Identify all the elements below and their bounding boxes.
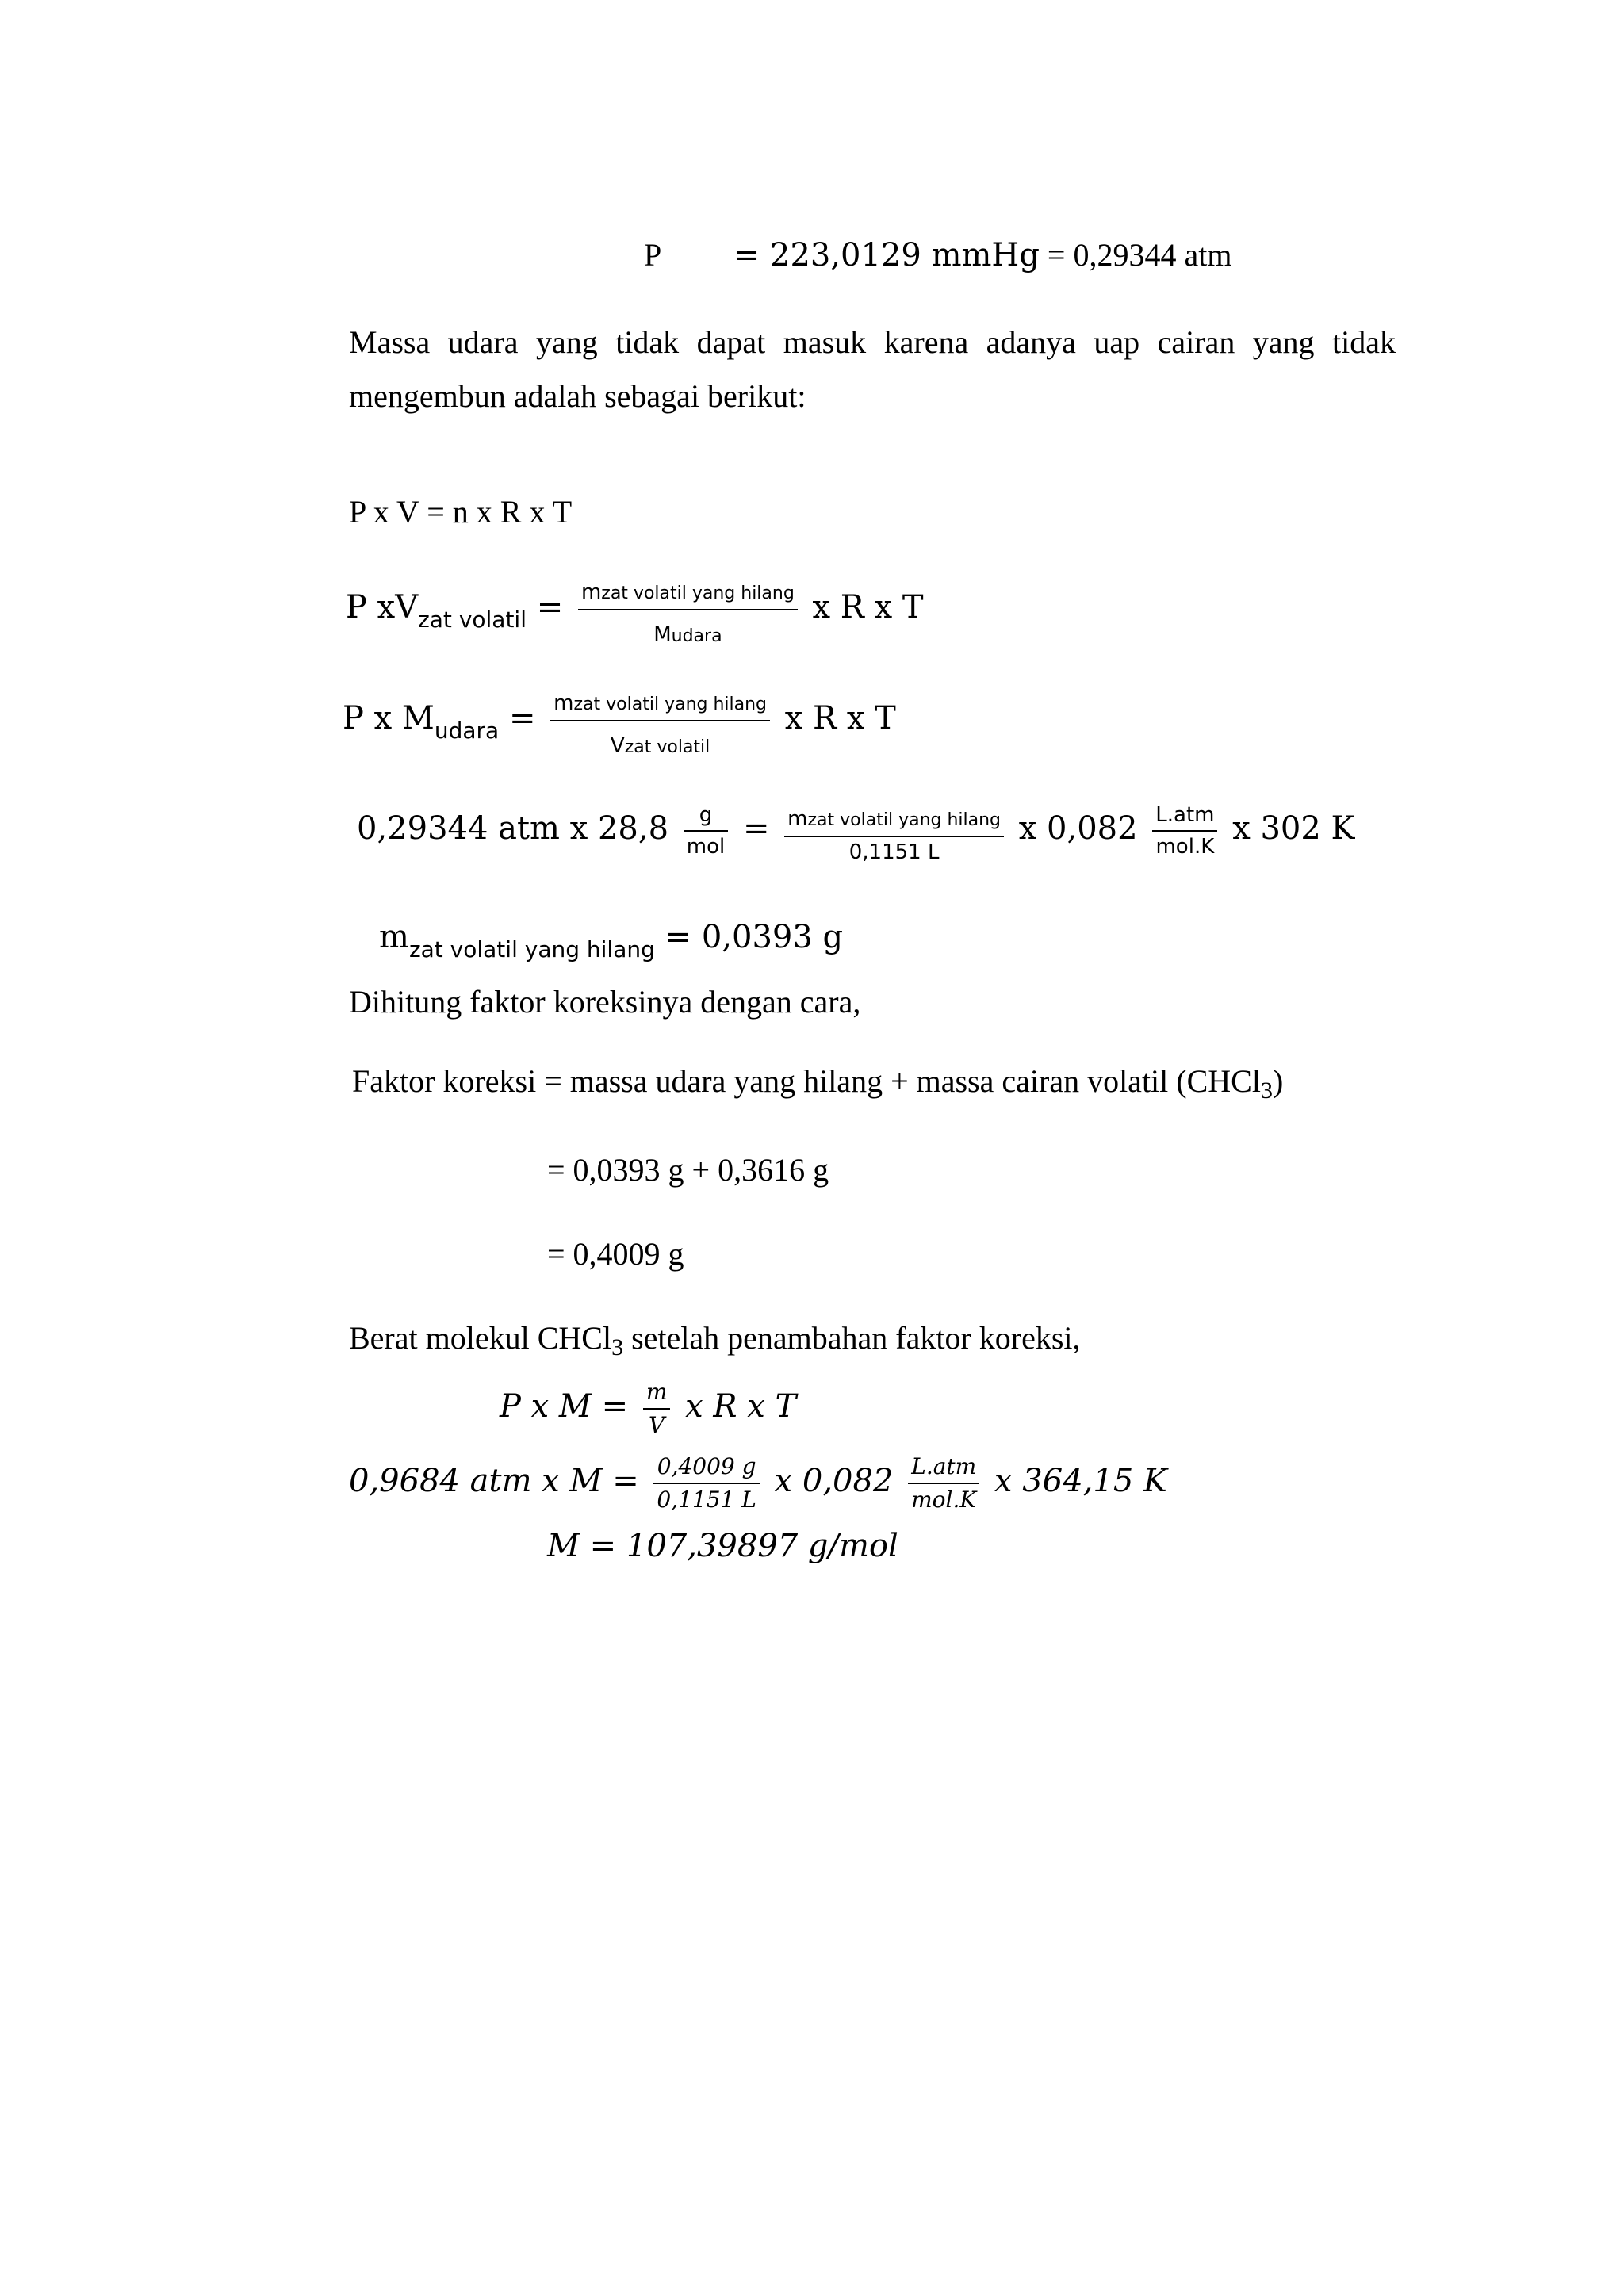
eq7-lhs: 0,9684 atm x M = [349, 1463, 639, 1499]
pressure-mmhg: = 223,0129 mmHg [733, 237, 1040, 274]
eq7-fraction-mass: $\frac{0,4009 g}{0,1151 L}$ [653, 1456, 759, 1511]
eq6-fraction: $\frac{m}{V}$ [643, 1381, 671, 1437]
eq7-fraction-units: $\frac{\text{L.atm}}{\text{mol.K}}$ [908, 1456, 979, 1511]
eq2-equals: = [536, 589, 564, 626]
eq4-r-constant: x 0,082 [1018, 810, 1138, 847]
pressure-label: P [644, 237, 661, 273]
equation-volume [346, 572, 924, 647]
eq2-lhs-sub: zat volatil [418, 607, 527, 633]
ideal-gas-equation: P x V = n x R x T [349, 494, 573, 530]
paragraph-correction: Dihitung faktor koreksinya dengan cara, [349, 984, 861, 1020]
eq5-m: m [379, 919, 409, 955]
equation-final-substitution [349, 1453, 1167, 1513]
pressure-atm: = 0,29344 atm [1047, 237, 1232, 273]
correction-sum-line: = 0,0393 g + 0,3616 g [547, 1152, 829, 1188]
eq6-lhs: P x M = [500, 1388, 629, 1425]
eq4-lhs: 0,29344 atm x 28,8 [357, 810, 669, 847]
correction-factor-text: Faktor koreksi = massa udara yang hilang + massa cairan volatil (CHCl [352, 1063, 1261, 1099]
eq2-rhs: x R x T [812, 589, 924, 626]
correction-factor-line: Faktor koreksi = massa udara yang hilang + massa cairan volatil (CHCl$_3$) [352, 1063, 1284, 1104]
eq3-lhs-sub: udara [434, 718, 500, 744]
pressure-line [644, 237, 1232, 274]
equation-molar-mass [343, 683, 896, 758]
eq4-fraction-units: $\frac{\text{L.atm}}{\text{mol.K}}$ [1152, 805, 1217, 857]
equation-molar-formula [500, 1381, 796, 1437]
eq3-rhs: x R x T [784, 700, 896, 737]
paragraph-intro: Massa udara yang tidak dapat masuk karena adanya uap cairan yang tidak mengembun adalah sebagai berikut: [349, 324, 1396, 414]
eq7-rhs: x 364,15 K [994, 1463, 1167, 1499]
equation-molar-mass-result: M = 107,39897 g/mol [547, 1528, 898, 1564]
eq5-value: = 0,0393 g [665, 919, 844, 955]
eq5-sub: zat volatil yang hilang [408, 936, 655, 962]
eq6-rhs: x R x T [685, 1388, 797, 1425]
eq3-equals: = [508, 700, 536, 737]
molecular-weight-line: Berat molekul CHCl$_3$ setelah penambahan faktor koreksi, [349, 1320, 1081, 1360]
eq4-fraction-g-mol: $\frac{g}{\text{mol}}$ [684, 805, 728, 857]
eq7-r-constant: x 0,082 [774, 1463, 894, 1499]
equation-substitution [357, 799, 1354, 863]
eq4-equals: = [742, 810, 770, 847]
eq3-fraction: $\frac{\text{mzat volatil yang hilang}}{\text{Vzat volatil}}$ [550, 683, 770, 758]
eq2-lhs: P xV [346, 589, 419, 626]
equation-mass-result [379, 919, 844, 962]
correction-total-line: = 0,4009 g [547, 1236, 684, 1272]
eq2-fraction: $\frac{\text{mzat volatil yang hilang}}{\text{Mudara}}$ [578, 572, 798, 647]
eq4-fraction-mass: $\frac{\text{mzat volatil yang hilang}}{0,1151 L}$ [784, 799, 1004, 863]
eq3-lhs: P x M [343, 700, 435, 737]
eq4-rhs: x 302 K [1232, 810, 1355, 847]
